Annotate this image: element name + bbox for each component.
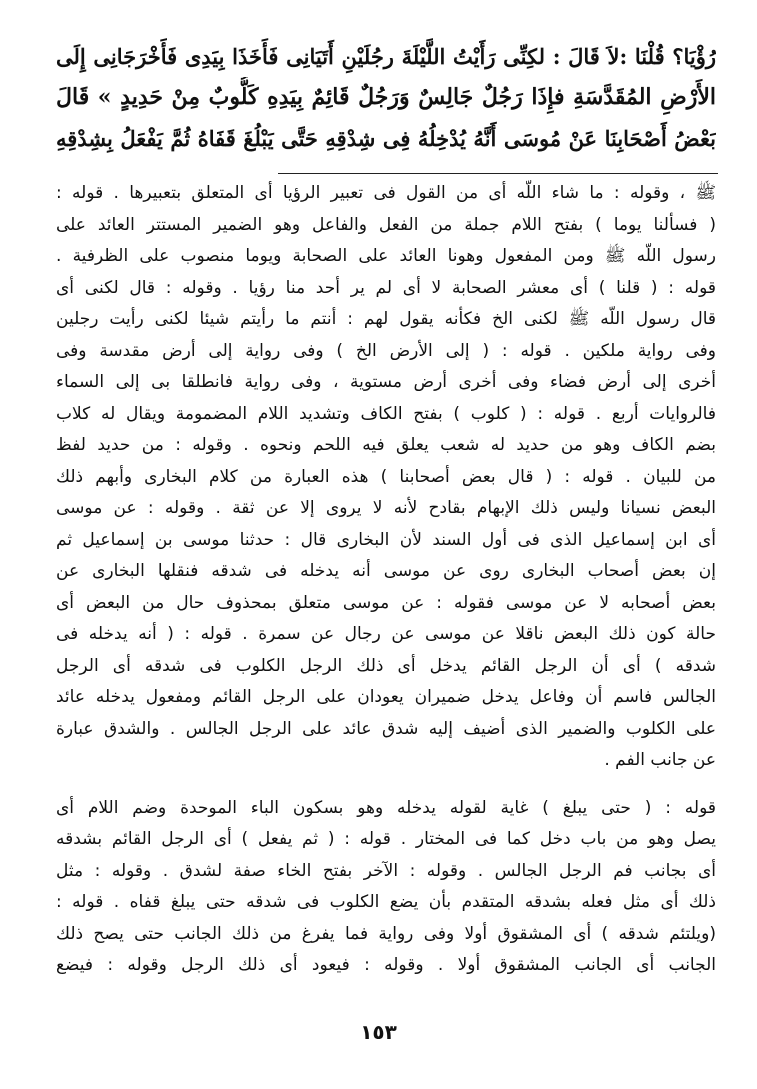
commentary-line: يصل وهو من باب دخل كما فى المختار . قوله : ( ثم يفعل ) أى الرجل القائم بشدقه <box>56 829 716 849</box>
commentary-line: حالة كون ذلك البعض ناقلا عن موسى عن رجال عن سمرة . قوله : ( أنه يدخله فى <box>56 624 716 644</box>
commentary-line: ﷺ ، وقوله : ما شاء اللّه أى من القول فى تعبير الرؤيا أى المتعلق بتعبيرها . قوله : <box>56 183 716 203</box>
commentary-line: أى ابن إسماعيل الذى فى أول السند لأن البخارى قال : حدثنا موسى بن إسماعيل ثم <box>56 529 716 550</box>
commentary-line: ( فسألنا يوما ) بفتح اللام جملة من الفعل والفاعل وهو الضمير المستتر العائد على <box>56 214 716 235</box>
commentary-line: الجانب أى الجانب المشقوق أولا . وقوله : فيعود أى ذلك الرجل وقوله : فيضع <box>56 955 716 975</box>
commentary-line: عن جانب الفم . <box>604 750 716 770</box>
commentary-line: على الكلوب والضمير الذى أضيف إليه شدق عائد على الرجل الجالس . والشدق عبارة <box>56 718 716 739</box>
commentary-line: إن بعض أصحاب البخارى روى عن موسى أنه يدخله فى شدقه فنقلها البخارى عن <box>56 561 716 581</box>
hadith-line: الأَرْضِ المُقَدَّسَةِ فإِذَا رَجُلٌ جَالِسٌ وَرَجُلٌ قَائِمٌ بِيَدِهِ كَلُّوبٌ مِنْ حَدِيدٍ » قَالَ <box>56 84 716 110</box>
commentary-line: قال رسول اللّه ﷺ لكنى الخ فكأنه يقول لهم : أنتم ما رأيتم شيئا لكنى رأيت رجلين <box>56 309 716 329</box>
commentary-line: الجالس فاسم أن وفاعل يدخل ضميران يعودان على الرجل القائم ومفعول يدخله عائد <box>56 687 716 707</box>
paragraph-spacer <box>56 777 716 793</box>
commentary-line: قوله : ( حتى يبلغ ) غاية لقوله يدخله وهو بسكون الباء الموحدة وضم اللام أى <box>56 797 716 818</box>
commentary-line: ذلك أى مثل فعله بشدقه المتقدم بأن يضع الكلوب فى شدقه حتى يبلغ قفاه . قوله : <box>56 892 716 912</box>
commentary-line: أى بجانب فم الرجل الجالس . وقوله : الآخر بفتح الخاء صفة لشدق . وقوله : مثل <box>56 860 716 881</box>
hadith-text <box>56 36 716 159</box>
commentary-line: شدقه ) أى أن الرجل القائم يدخل أى ذلك الرجل الكلوب فى شدقه أى الرجل <box>56 655 716 676</box>
commentary-line: البعض نسيانا وليس ذلك الإبهام بقادح لأنه لا يروى إلا عن ثقة . وقوله : عن موسى <box>56 498 716 518</box>
commentary-line: رسول اللّه ﷺ ومن المفعول وهونا العائد على الصحابة ويوما منصوب على الظرفية . <box>56 246 716 266</box>
page-number: ١٥٣ <box>360 1020 397 1044</box>
commentary-paragraph-1 <box>56 178 716 777</box>
commentary-line: فالروايات أربع . قوله : ( كلوب ) بفتح الكاف وتشديد اللام المضمومة ويقال له كلاب <box>56 403 716 424</box>
commentary-line: قوله : ( قلنا ) أى معشر الصحابة لا أى لم ير أحد منا رؤيا . وقوله : قال لكنى أى <box>56 277 716 298</box>
commentary-paragraph-2 <box>56 793 716 982</box>
commentary-line: بضم الكاف وهو من حديد له شعب يعلق فيه اللحم ونحوه . وقوله : من حديد لفظ <box>56 435 716 455</box>
commentary-line: من للبيان . قوله : ( قال بعض أصحابنا ) هذه العبارة من كلام البخارى وأبهم ذلك <box>56 466 716 487</box>
commentary-line: بعض أصحابه لا عن موسى فقوله : عن موسى متعلق بمحذوف حال من البعض أى <box>56 592 716 613</box>
commentary-line: (ويلتئم شدقه ) أى المشقوق أولا وفى رواية فما يفرغ من ذلك الجانب حتى يصح ذلك <box>56 923 716 944</box>
commentary-text <box>56 178 716 982</box>
commentary-line: أخرى إلى أرض فضاء وفى أخرى أرض مستوية ، وفى رواية فانطلقا بى إلى السماء <box>56 372 716 392</box>
hadith-line: بَعْضُ أَصْحَابِنَا عَنْ مُوسَى أَنَّهُ يُدْخِلُهُ فِى شِدْقِهِ حَتَّى يَبْلُغَ قَفَاهُ ثُمَّ يَفْعَلُ بِشِدْقِهِ <box>56 126 716 151</box>
section-divider <box>278 173 718 174</box>
hadith-line: رُؤْيَا؟ قُلْنَا :لاَ قَالَ : لكِنِّى رَأَيْتُ اللَّيْلَةَ رجُلَيْنِ أَتَيَانِى فَأَخَذَا بِيَدِى فَأَخْرَجَانِى إِلَى <box>56 44 716 69</box>
commentary-line: وفى رواية ملكين . قوله : ( إلى الأرض الخ ) وفى رواية إلى أرض مقدسة وفى <box>56 340 716 361</box>
